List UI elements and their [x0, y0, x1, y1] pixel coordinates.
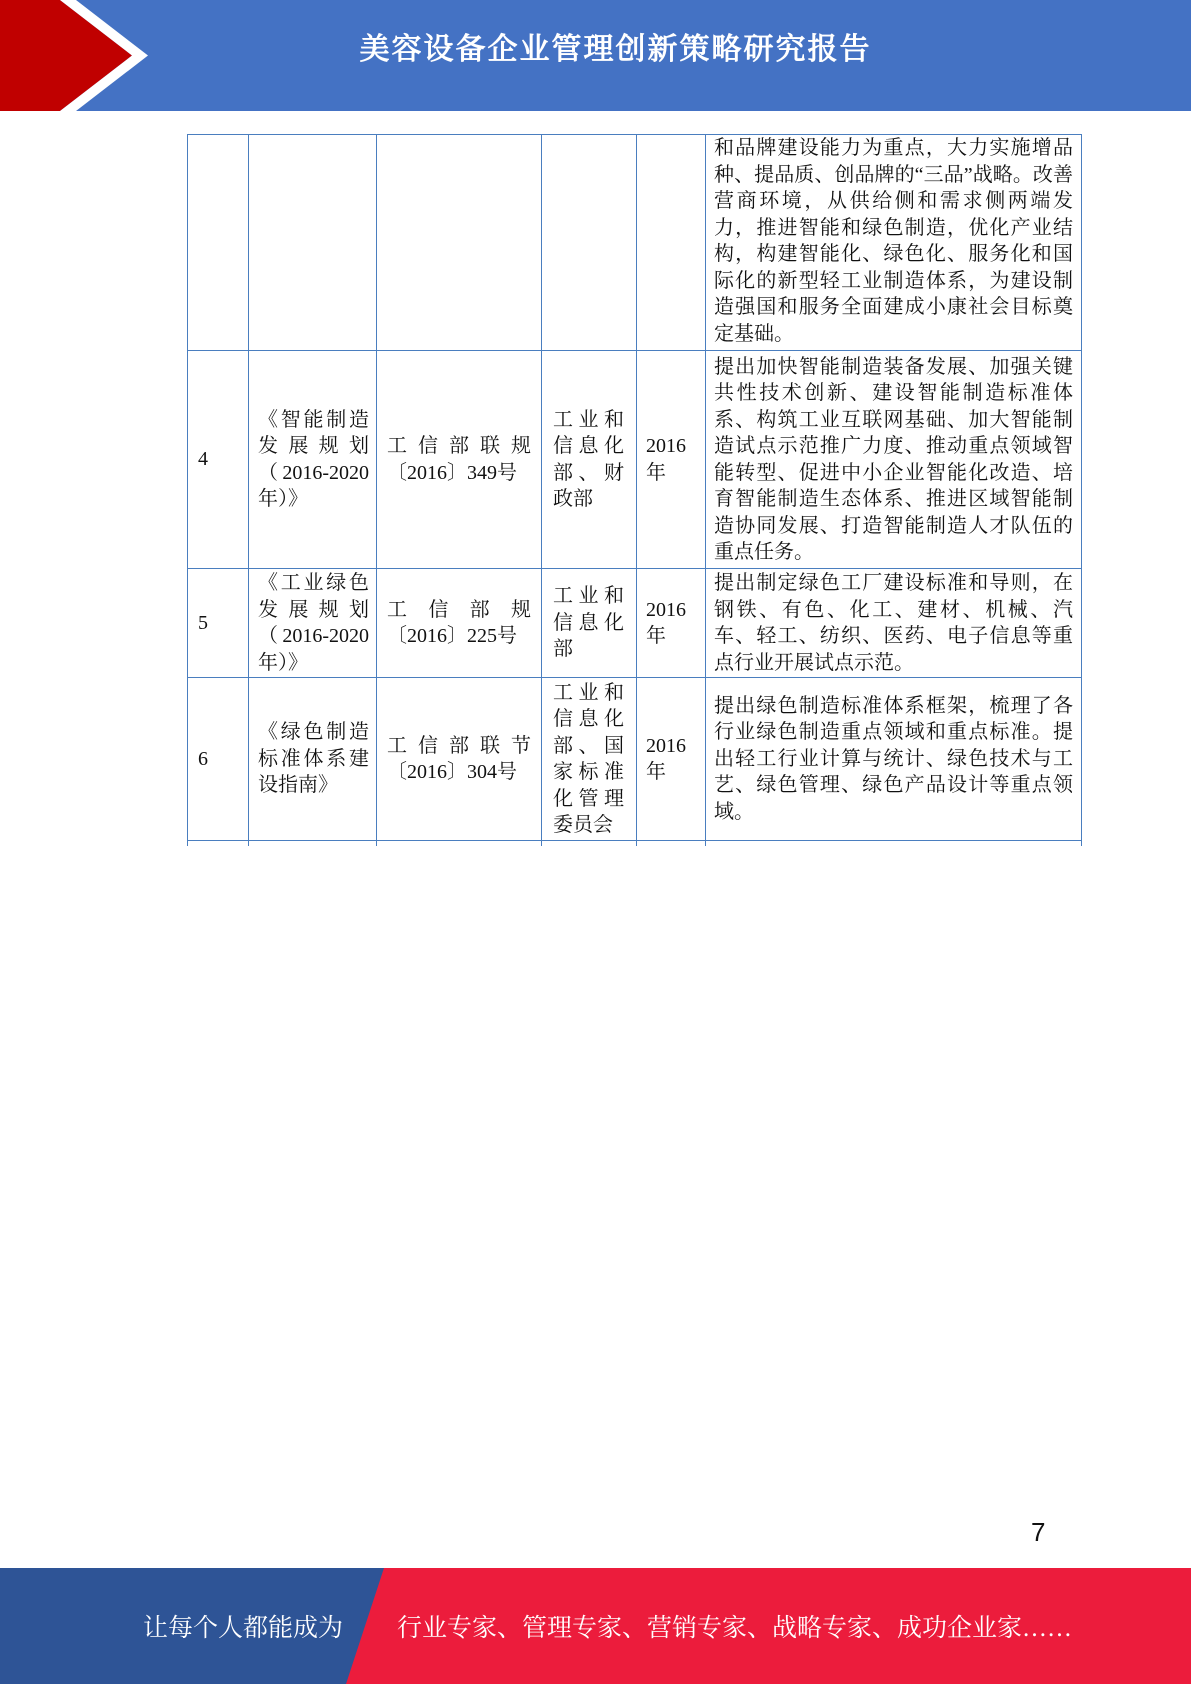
issue-year: 2016年	[646, 734, 686, 783]
issue-year: 2016年	[646, 435, 686, 484]
issue-year-cell	[637, 841, 706, 846]
policy-content-cell	[706, 135, 1082, 351]
issue-year-cell	[637, 135, 706, 351]
policy-content: 提出绿色制造标准体系框架，梳理了各行业绿色制造重点领域和重点标准。提出轻工行业计算与统计、绿色技术与工艺、绿色管理、绿色产品设计等重点领域。	[714, 694, 1073, 823]
footer-slogan-roles: 行业专家、管理专家、营销专家、战略专家、成功企业家……	[397, 1615, 1073, 1642]
header-band	[0, 0, 1191, 111]
issuing-department-cell	[542, 678, 637, 841]
policy-name: 《绿色制造标准体系建设指南》	[258, 721, 369, 797]
issue-year: 2016年	[646, 598, 686, 647]
table-row-partial	[188, 841, 1082, 846]
table-row	[188, 678, 1082, 841]
page-number: 7	[1031, 1517, 1046, 1547]
policy-name: 《智能制造发展规划（2016-2020年）》	[258, 408, 369, 510]
number-cell	[188, 841, 249, 846]
footer-slogan-lead: 让每个人都能成为	[143, 1615, 344, 1642]
issuing-department-cell	[542, 841, 637, 846]
policy-table	[187, 134, 1082, 846]
footer-band	[0, 1568, 1191, 1684]
policy-content: 提出加快智能制造装备发展、加强关键共性技术创新、建设智能制造标准体系、构筑工业互联网基础、加大智能制造试点示范推广力度、推动重点领域智能转型、促进中小企业智能化改造、培育智能制造生态体系、推进区域智能制造协同发展、打造智能制造人才队伍的重点任务。	[714, 355, 1073, 563]
policy-name-cell	[249, 841, 377, 846]
table-row	[188, 135, 1082, 351]
policy-content-cell	[706, 841, 1082, 846]
policy-content-cell	[706, 351, 1082, 569]
issuing-department: 工业和信息化部、国家标准化管理委员会	[553, 681, 624, 836]
row-number: 4	[198, 448, 208, 471]
issuing-department-cell	[542, 351, 637, 569]
issuing-department-cell	[542, 135, 637, 351]
document-number: 工信部联节〔2016〕304号	[387, 734, 531, 783]
policy-name-cell	[249, 135, 377, 351]
policy-content: 和品牌建设能力为重点，大力实施增品种、提品质、创品牌的“三品”战略。改善营商环境，从供给侧和需求侧两端发力，推进智能和绿色制造，优化产业结构，构建智能化、绿色化、服务化和国际化的新型轻工业制造体系，为建设制造强国和服务全面建成小康社会目标奠定基础。	[714, 137, 1073, 345]
issue-year-cell	[637, 569, 706, 678]
issuing-department-cell	[542, 569, 637, 678]
report-title: 美容设备企业管理创新策略研究报告	[359, 33, 872, 66]
issue-year-cell	[637, 351, 706, 569]
number-cell	[188, 569, 249, 678]
document-number-cell	[377, 569, 542, 678]
document-number-cell	[377, 351, 542, 569]
row-number: 5	[198, 611, 208, 634]
document-number-cell	[377, 135, 542, 351]
row-number: 6	[198, 747, 208, 770]
policy-content-cell	[706, 678, 1082, 841]
policy-name: 《工业绿色发展规划（2016-2020年）》	[258, 572, 369, 674]
policy-name-cell	[249, 569, 377, 678]
number-cell	[188, 135, 249, 351]
number-cell	[188, 351, 249, 569]
policy-name-cell	[249, 678, 377, 841]
policy-name-cell	[249, 351, 377, 569]
number-cell	[188, 678, 249, 841]
issuing-department: 工业和信息化部、财政部	[553, 408, 624, 510]
document-number: 工信部联规〔2016〕349号	[387, 435, 531, 484]
table-row	[188, 569, 1082, 678]
document-number-cell	[377, 841, 542, 846]
document-number-cell	[377, 678, 542, 841]
issue-year-cell	[637, 678, 706, 841]
table-row	[188, 351, 1082, 569]
issuing-department: 工业和信息化部	[553, 585, 624, 661]
policy-content-cell	[706, 569, 1082, 678]
document-number: 工信部规〔2016〕225号	[387, 598, 531, 647]
policy-content: 提出制定绿色工厂建设标准和导则，在钢铁、有色、化工、建材、机械、汽车、轻工、纺织、医药、电子信息等重点行业开展试点示范。	[714, 572, 1073, 674]
